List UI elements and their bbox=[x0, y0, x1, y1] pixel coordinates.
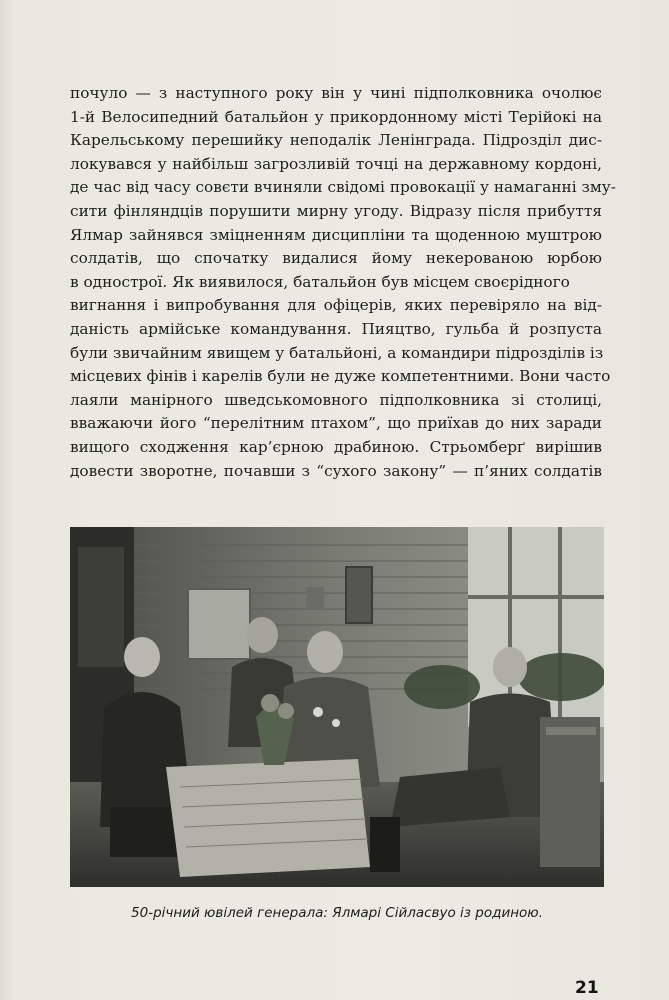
text-line: Карельському перешийку неподалік Ленінграда. Підрозділ дис- bbox=[70, 131, 602, 150]
text-line: сити фінляндців порушити мирну угоду. Відразу після прибуття bbox=[70, 201, 602, 220]
page-number: 21 bbox=[575, 978, 599, 998]
text-line: вигнання і випробування для офіцерів, яких перевіряло на від- bbox=[70, 296, 602, 315]
text-line: вважаючи його “перелітним птахом”, що приїхав до них заради bbox=[70, 414, 602, 433]
text-line: де час від часу совєти вчиняли свідомі провокації у намаганні зму- bbox=[70, 178, 616, 197]
text-line: 1-й Велосипедний батальйон у прикордонному місті Терійокі на bbox=[70, 107, 602, 126]
text-line: довести зворотне, почавши з “сухого закону” — п’яних солдатів bbox=[70, 461, 602, 480]
text-line: почуло — з наступного року він у чині підполковника очолює bbox=[70, 84, 602, 102]
text-line: солдатів, що спочатку видалися йому некерованою юрбою bbox=[70, 249, 602, 268]
text-line: даність армійське командування. Пияцтво, гульба й розпуста bbox=[70, 319, 602, 338]
text-line: локувався у найбільш загрозливій точці на державному кордоні, bbox=[70, 154, 602, 173]
armchair-right bbox=[540, 717, 600, 867]
text-line: місцевих фінів і карелів були не дуже компетентними. Вони часто bbox=[70, 367, 611, 386]
text-line: Ялмар зайнявся зміцненням дисципліни та щоденною муштрою bbox=[70, 225, 602, 244]
family-photo bbox=[70, 527, 604, 887]
text-line: вищого сходження кар’єрною драбиною. Стрьомберґ вирішив bbox=[70, 437, 602, 456]
photo-caption: 50-річний ювілей генерала: Ялмарі Сійласвуо із родиною. bbox=[131, 905, 543, 921]
body-text bbox=[70, 82, 616, 483]
text-line: були звичайним явищем у батальйоні, а командири підрозділів із bbox=[70, 343, 604, 362]
text-line: в однострої. Як виявилося, батальйон був місцем своєрідного bbox=[70, 272, 570, 291]
text-line: лаяли манірного шведськомовного підполковника зі столиці, bbox=[70, 390, 602, 409]
